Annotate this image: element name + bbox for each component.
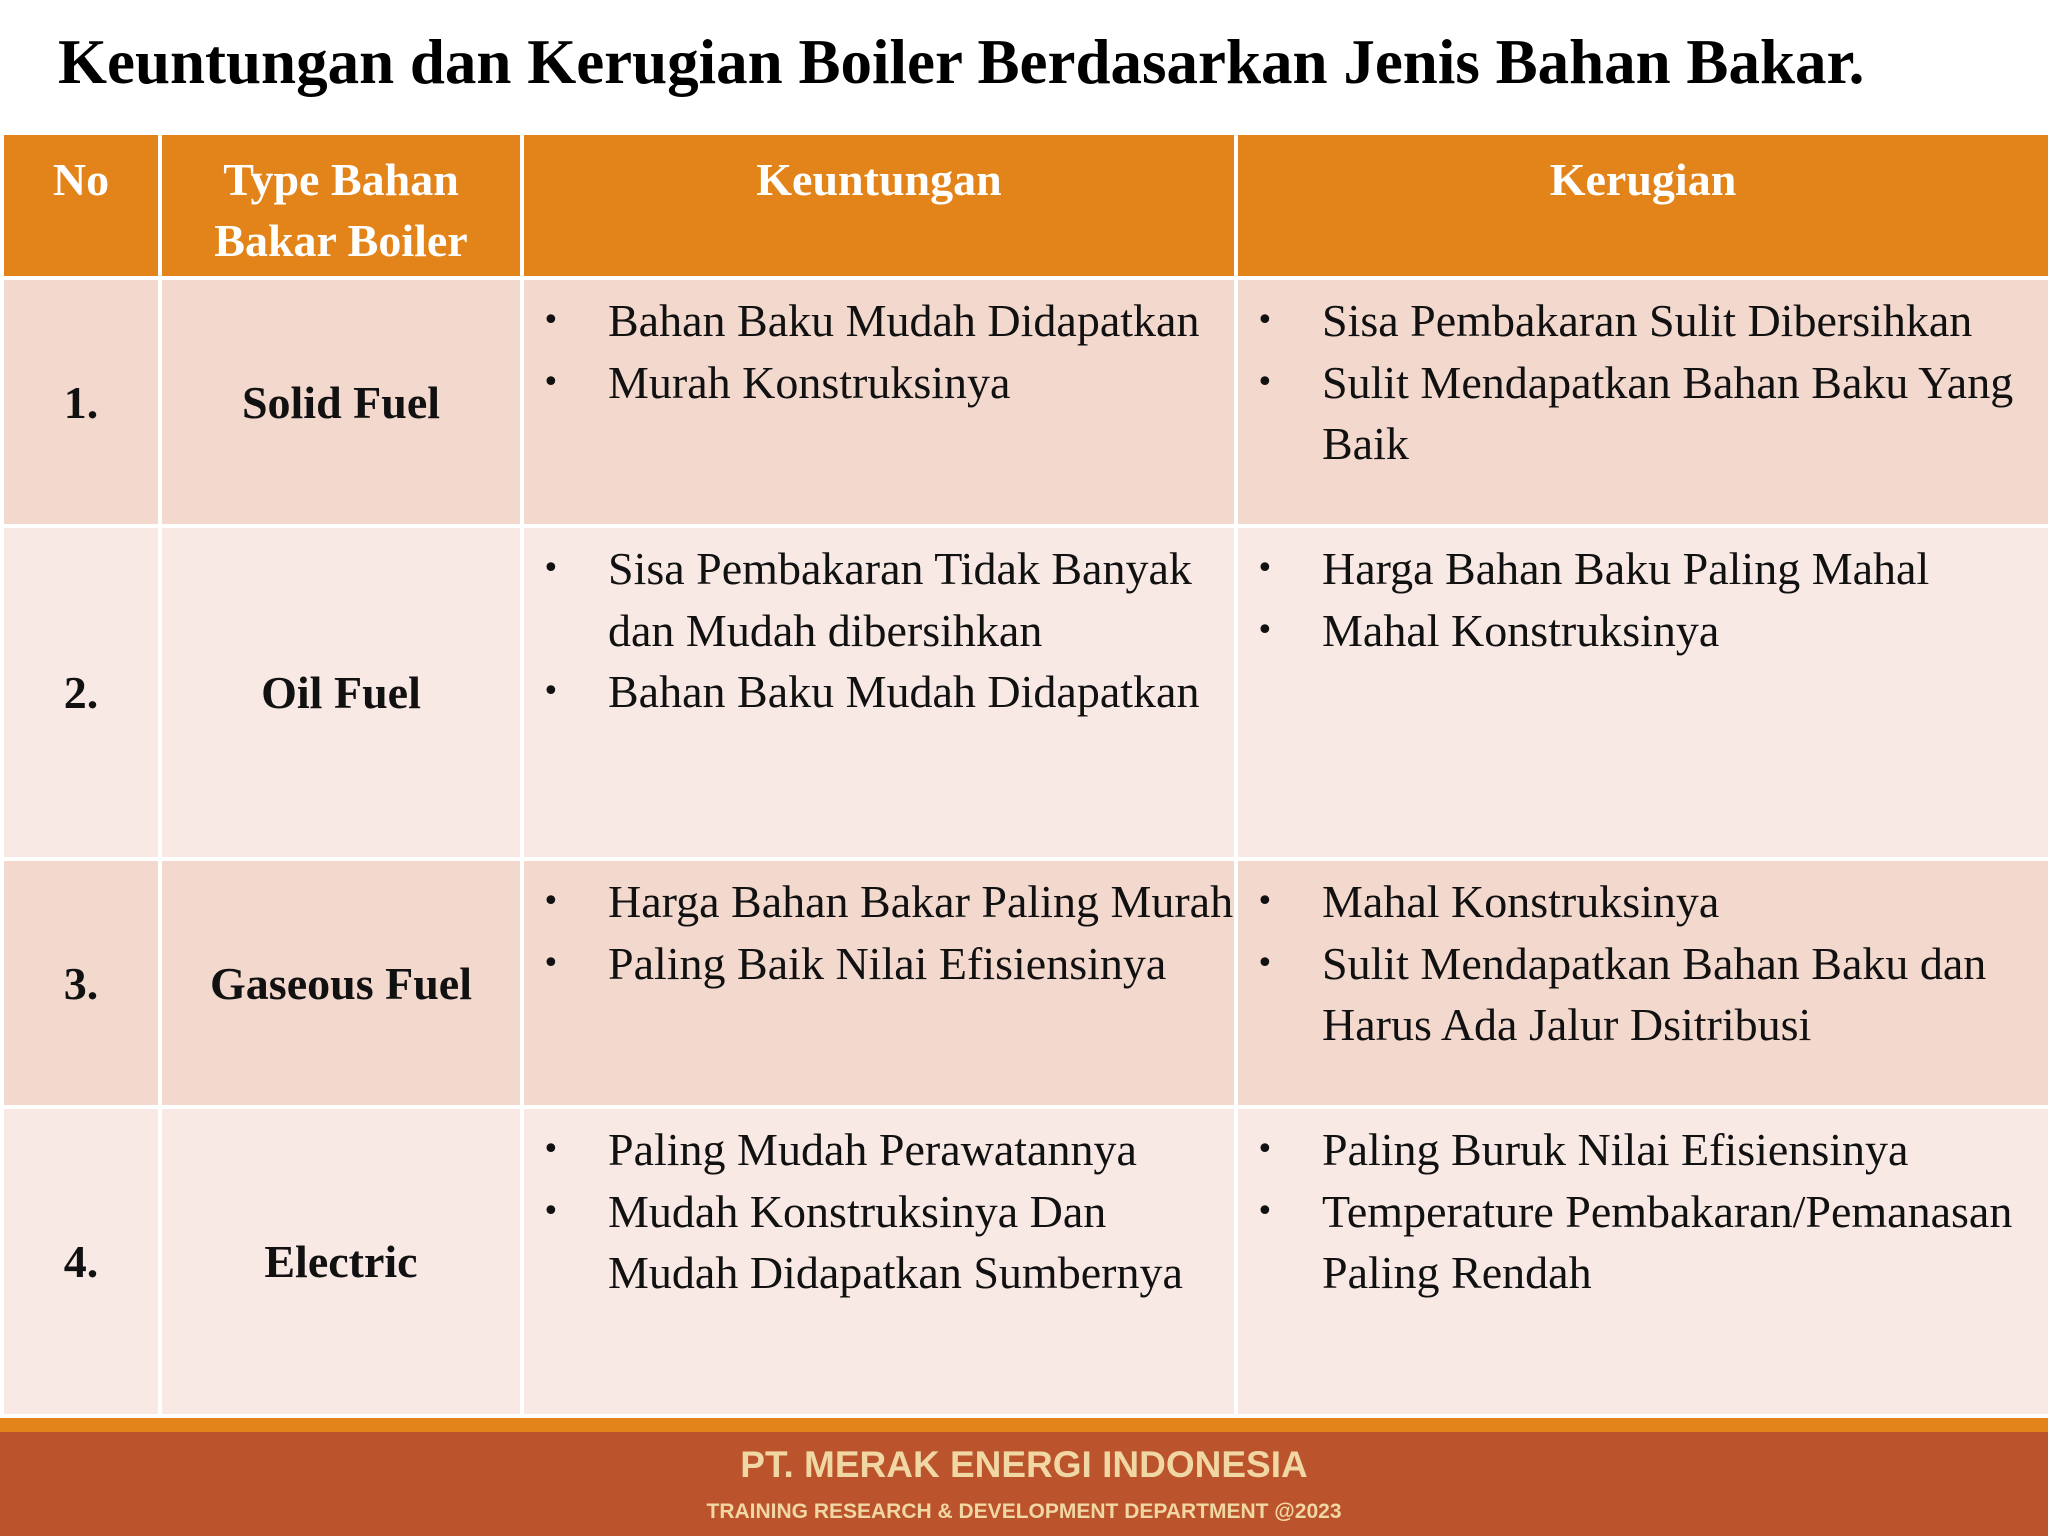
bullet-icon: •	[1256, 884, 1274, 919]
kerugian-list	[1238, 1119, 2048, 1304]
header-no: No	[2, 133, 160, 278]
keuntungan-list	[524, 290, 1234, 413]
slide-title: Keuntungan dan Kerugian Boiler Berdasarkan Jenis Bahan Bakar.	[58, 27, 1865, 97]
bullet-icon: •	[542, 303, 560, 338]
bullet-icon: •	[1256, 1132, 1274, 1167]
keuntungan-cell	[522, 859, 1236, 1107]
footer	[0, 1432, 2048, 1536]
list-item-text: Harga Bahan Bakar Paling Murah	[608, 876, 1234, 927]
header-kerugian: Kerugian	[1236, 133, 2048, 278]
keuntungan-cell	[522, 526, 1236, 859]
list-item-text: Sisa Pembakaran Sulit Dibersihkan	[1322, 295, 1973, 346]
bullet-icon: •	[1256, 551, 1274, 586]
kerugian-list	[1238, 290, 2048, 475]
row-number: 3.	[2, 859, 160, 1107]
bullet-icon: •	[1256, 945, 1274, 981]
table-row	[2, 859, 2048, 1107]
list-item-text: Harga Bahan Baku Paling Mahal	[1322, 543, 1930, 594]
kerugian-cell	[1236, 859, 2048, 1107]
row-number: 4.	[2, 1107, 160, 1416]
row-number: 1.	[2, 278, 160, 526]
list-item-text: Mudah Konstruksinya Dan Mudah Didapatkan Sumbernya	[608, 1185, 1183, 1298]
bullet-icon: •	[1256, 364, 1274, 400]
table-row	[2, 526, 2048, 859]
bullet-icon: •	[1256, 303, 1274, 338]
list-item	[524, 1181, 1234, 1304]
keuntungan-list	[524, 1119, 1234, 1304]
bullet-icon: •	[1256, 612, 1274, 648]
header-keuntungan: Keuntungan	[522, 133, 1236, 278]
list-item-text: Sisa Pembakaran Tidak Banyak dan Mudah dibersihkan	[608, 543, 1192, 656]
table-row	[2, 278, 2048, 526]
kerugian-cell	[1236, 278, 2048, 526]
list-item-text: Sulit Mendapatkan Bahan Baku Yang Baik	[1322, 356, 2014, 469]
list-item	[524, 290, 1234, 352]
list-item	[524, 871, 1234, 933]
bullet-icon: •	[542, 884, 560, 919]
bullet-icon: •	[542, 1193, 560, 1229]
table-row	[2, 1107, 2048, 1416]
list-item	[1238, 933, 2048, 1056]
keuntungan-cell	[522, 1107, 1236, 1416]
list-item	[524, 1119, 1234, 1181]
list-item	[524, 538, 1234, 661]
keuntungan-list	[524, 871, 1234, 994]
list-item-text: Murah Konstruksinya	[608, 356, 1011, 408]
list-item-text: Sulit Mendapatkan Bahan Baku dan Harus Ada Jalur Dsitribusi	[1322, 937, 1987, 1050]
list-item	[1238, 1119, 2048, 1181]
kerugian-list	[1238, 871, 2048, 1056]
list-item	[1238, 600, 2048, 662]
list-item-text: Bahan Baku Mudah Didapatkan	[608, 666, 1200, 717]
list-item-text: Paling Baik Nilai Efisiensinya	[608, 937, 1167, 989]
list-item	[524, 933, 1234, 995]
row-number: 2.	[2, 526, 160, 859]
fuel-type: Electric	[160, 1107, 522, 1416]
list-item	[1238, 871, 2048, 933]
list-item-text: Paling Mudah Perawatannya	[608, 1124, 1137, 1175]
keuntungan-cell	[522, 278, 1236, 526]
list-item-text: Bahan Baku Mudah Didapatkan	[608, 295, 1200, 346]
fuel-type: Oil Fuel	[160, 526, 522, 859]
fuel-type: Gaseous Fuel	[160, 859, 522, 1107]
list-item-text: Paling Buruk Nilai Efisiensinya	[1322, 1124, 1909, 1175]
kerugian-list	[1238, 538, 2048, 661]
bullet-icon: •	[542, 551, 560, 586]
keuntungan-list	[524, 538, 1234, 723]
footer-department: TRAINING RESEARCH & DEVELOPMENT DEPARTMENT @2023	[706, 1500, 1342, 1523]
boiler-comparison-table	[0, 131, 2048, 1418]
list-item-text: Mahal Konstruksinya	[1322, 876, 1720, 927]
list-item	[524, 661, 1234, 723]
kerugian-cell	[1236, 526, 2048, 859]
list-item	[1238, 352, 2048, 475]
list-item	[1238, 1181, 2048, 1304]
kerugian-cell	[1236, 1107, 2048, 1416]
list-item	[1238, 538, 2048, 600]
bullet-icon: •	[542, 945, 560, 981]
bullet-icon: •	[542, 1132, 560, 1167]
bullet-icon: •	[1256, 1193, 1274, 1229]
list-item	[1238, 290, 2048, 352]
list-item-text: Temperature Pembakaran/Pemanasan Paling Rendah	[1322, 1185, 2013, 1298]
footer-company-name: PT. MERAK ENERGI INDONESIA	[740, 1444, 1308, 1485]
table-header-row	[2, 133, 2048, 278]
fuel-type: Solid Fuel	[160, 278, 522, 526]
header-type: Type Bahan Bakar Boiler	[160, 133, 522, 278]
footer-accent-strip	[0, 1418, 2048, 1432]
bullet-icon: •	[542, 364, 560, 400]
list-item	[524, 352, 1234, 414]
bullet-icon: •	[542, 674, 560, 709]
list-item-text: Mahal Konstruksinya	[1322, 604, 1720, 656]
